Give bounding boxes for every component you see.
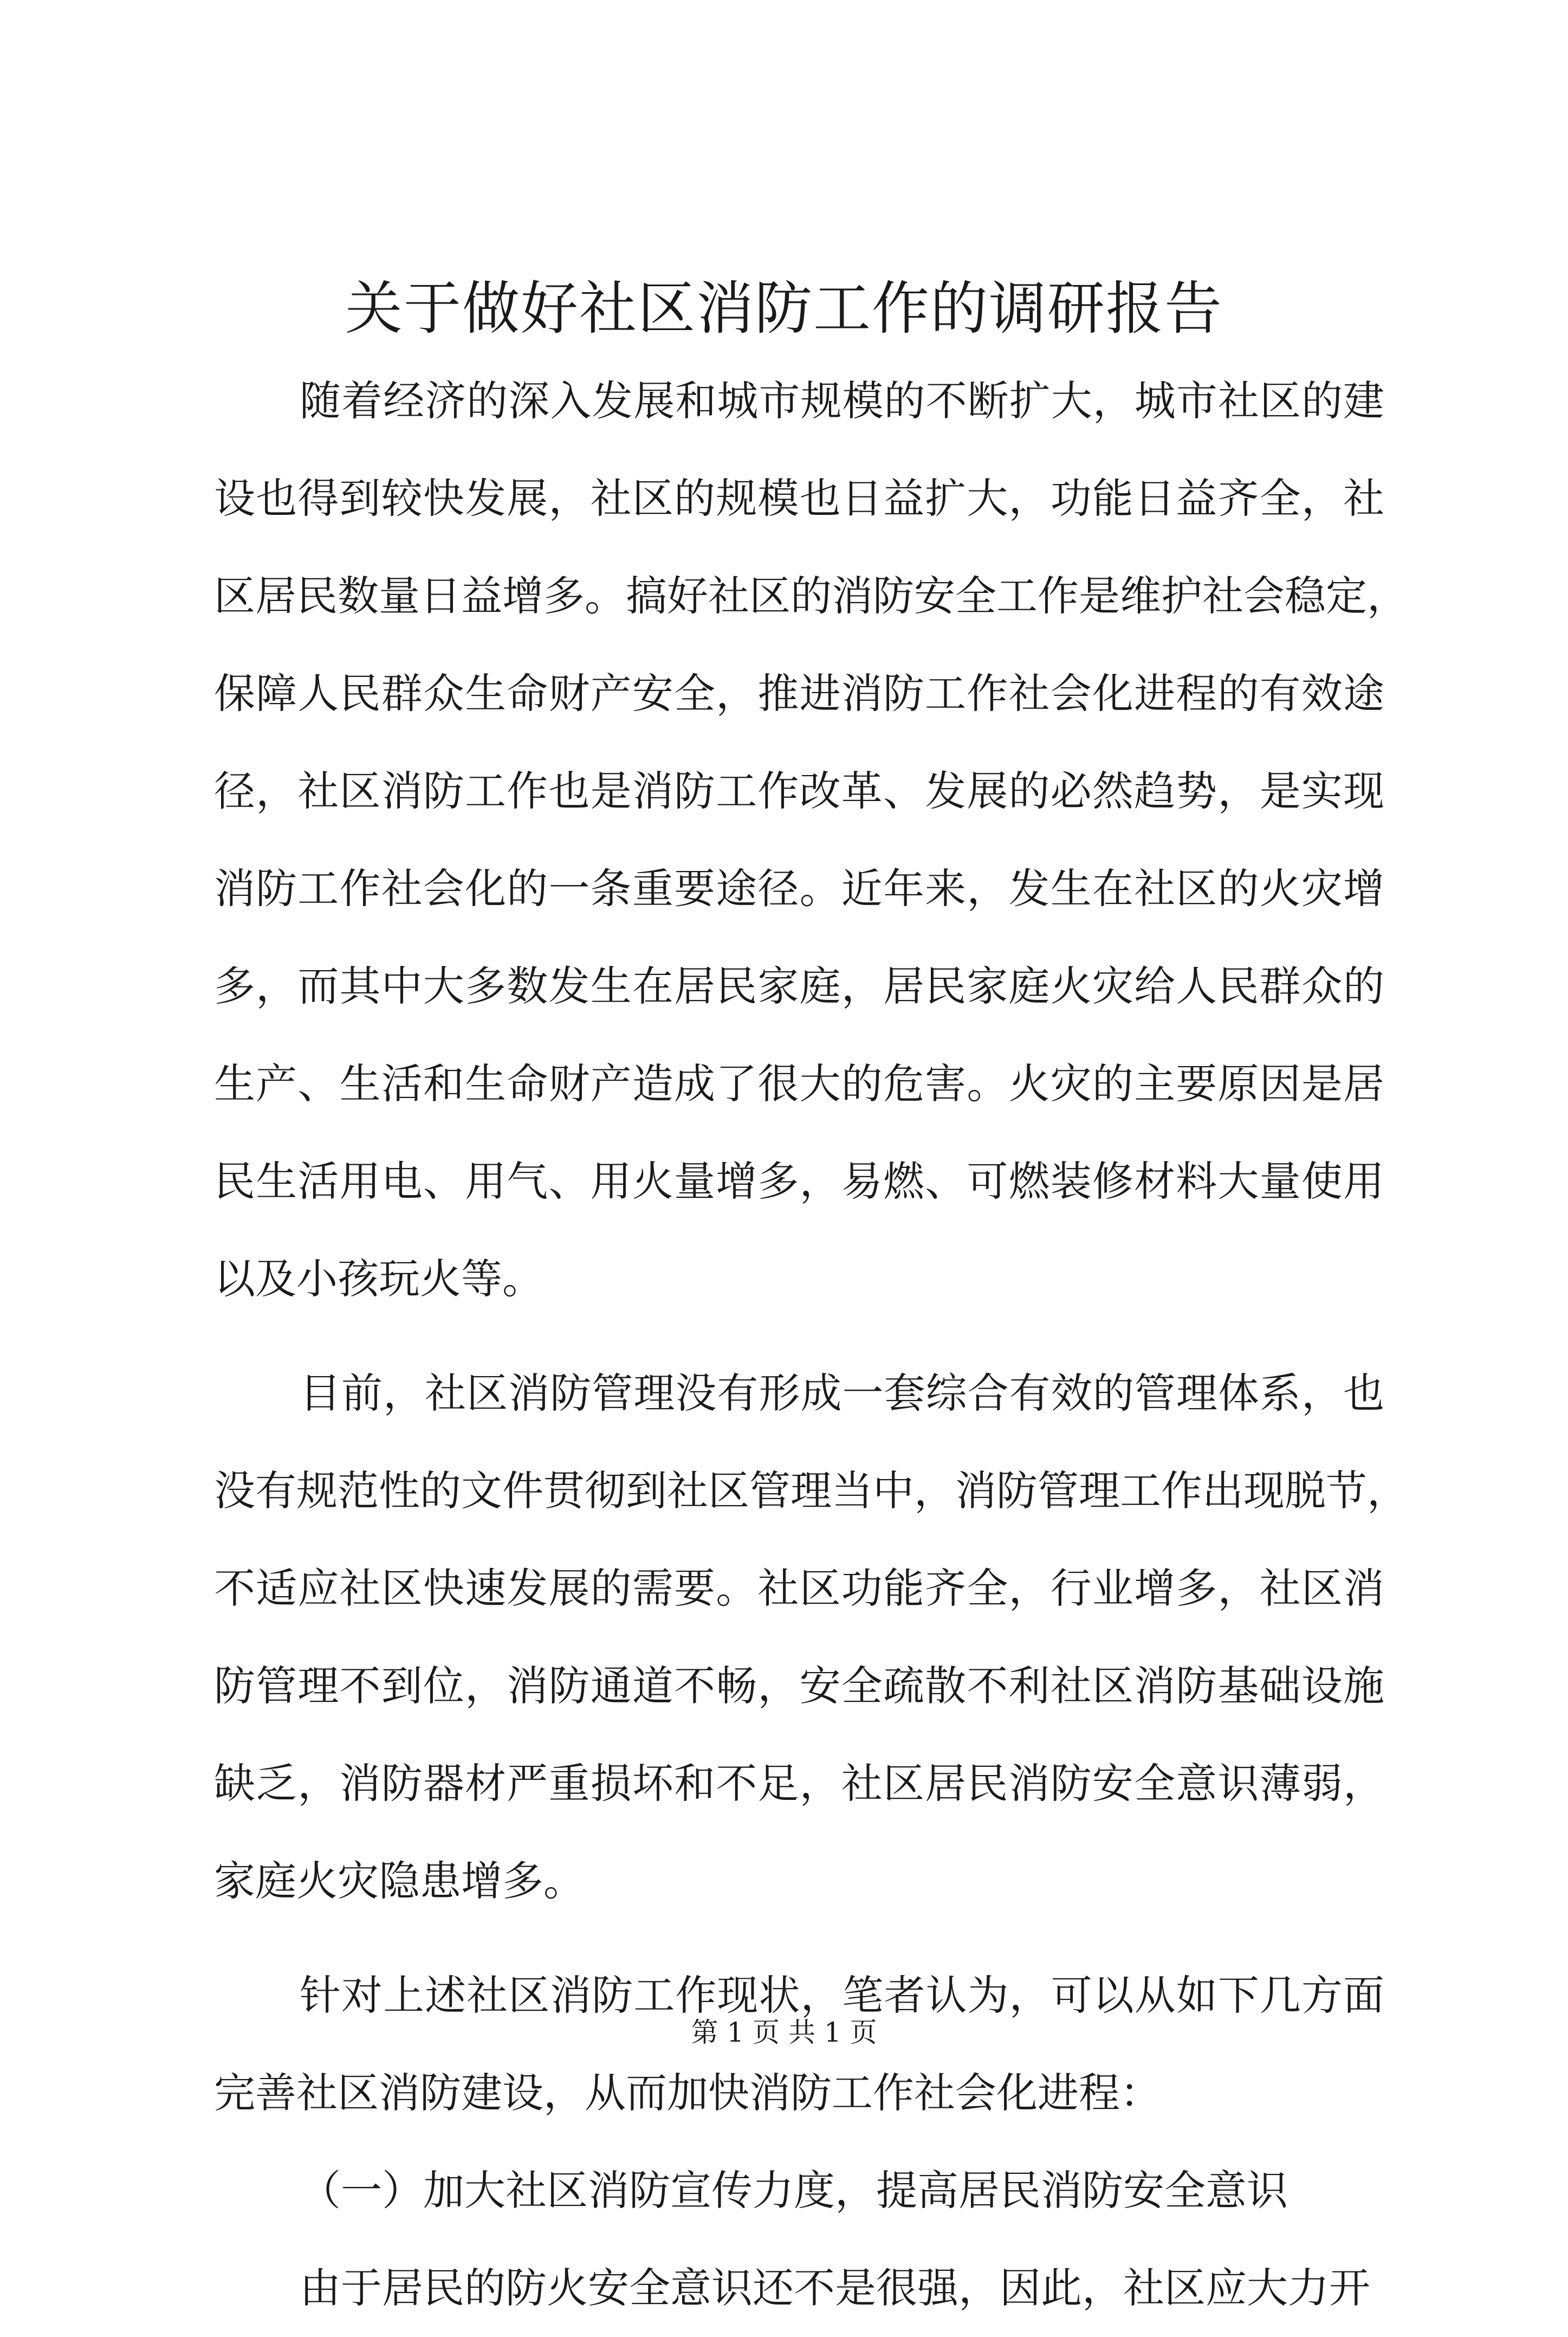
paragraph-line: 没有规范性的文件贯彻到社区管理当中，消防管理工作出现脱节， — [214, 1467, 1408, 1515]
paragraph-line: 保障人民群众生命财产安全，推进消防工作社会化进程的有效途 — [214, 669, 1384, 718]
paragraph-line: 设也得到较快发展，社区的规模也日益扩大，功能日益齐全，社 — [214, 474, 1384, 522]
paragraph-line: 随着经济的深入发展和城市规模的不断扩大，城市社区的建 — [300, 377, 1384, 425]
paragraph-line: 不适应社区快速发展的需要。社区功能齐全，行业增多，社区消 — [214, 1564, 1384, 1612]
page-number-footer: 第 1 页 共 1 页 — [691, 2017, 877, 2048]
paragraph-2 — [214, 1345, 1408, 1930]
paragraph-line: 防管理不到位，消防通道不畅，安全疏散不利社区消防基础设施 — [214, 1662, 1384, 1710]
paragraph-line: 目前，社区消防管理没有形成一套综合有效的管理体系，也 — [300, 1369, 1384, 1417]
paragraph-line: 由于居民的防火安全意识还不是很强，因此，社区应大力开 — [300, 2264, 1370, 2312]
section-heading: （一）加大社区消防宣传力度，提高居民消防安全意识 — [300, 2166, 1288, 2215]
paragraph-line: 针对上述社区消防工作现状，笔者认为，可以从如下几方面 — [300, 1971, 1384, 2019]
paragraph-line: 多，而其中大多数发生在居民家庭，居民家庭火灾给人民群众的 — [214, 962, 1384, 1010]
paragraph-line: 径，社区消防工作也是消防工作改革、发展的必然趋势，是实现 — [214, 767, 1384, 815]
paragraph-line: 以及小孩玩火等。 — [214, 1255, 543, 1303]
paragraph-line: 生产、生活和生命财产造成了很大的危害。火灾的主要原因是居 — [214, 1060, 1384, 1108]
paragraph-1 — [214, 352, 1408, 1328]
paragraph-line: 民生活用电、用气、用火量增多，易燃、可燃装修材料大量使用 — [214, 1157, 1384, 1205]
paragraph-line: 家庭火灾隐患增多。 — [214, 1857, 585, 1905]
paragraph-line: 完善社区消防建设，从而加快消防工作社会化进程： — [214, 2069, 1161, 2117]
paragraph-line: 区居民数量日益增多。搞好社区的消防安全工作是维护社会稳定， — [214, 572, 1408, 620]
paragraph-line: 消防工作社会化的一条重要途径。近年来，发生在社区的火灾增 — [214, 864, 1384, 913]
paragraph-line: 缺乏，消防器材严重损坏和不足，社区居民消防安全意识薄弱， — [214, 1759, 1384, 1807]
document-title: 关于做好社区消防工作的调研报告 — [345, 275, 1223, 342]
